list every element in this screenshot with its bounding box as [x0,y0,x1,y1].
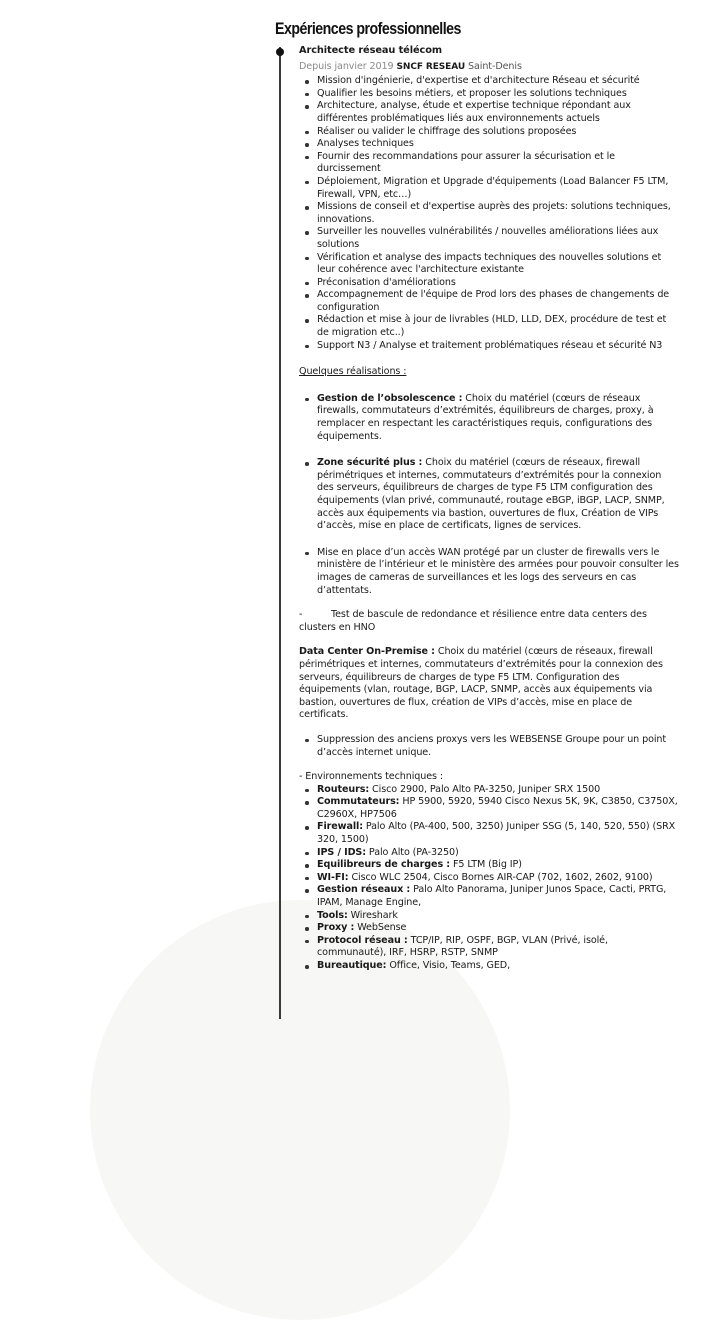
environment-text: HP 5900, 5920, 5940 Cisco Nexus 5K, 9K, C3850, C3750X, C2960X, HP7506 [317,796,678,820]
environment-text: TCP/IP, RIP, OSPF, BGP, VLAN (Privé, isolé, communauté), IRF, HSRP, RSTP, SNMP [317,934,608,959]
mission-item: Réaliser ou valider le chiffrage des solutions proposées [317,126,679,139]
environment-label: Equilibreurs de charges : [317,859,451,871]
mission-item: Accompagnement de l'équipe de Prod lors des phases de changements de configuration [317,289,679,314]
environment-text: Cisco WLC 2504, Cisco Bornes AIR-CAP (702, 1602, 2602, 9100) [348,871,653,883]
environment-item [317,910,679,923]
datacenter-text: Choix du matériel (cœurs de réseaux, firewall périmétriques et internes, commutateurs d’extrémités pour la connexion des serveurs, équilibreurs de charges de type F5 LTM. Configuration des équipements (vlan, routage, BGP, LACP, SNMP, accès aux équipements via bastion, ouvertures de flux, création de VIPs d’accès, mise en place de certificats. [299,646,663,721]
environment-label: Protocol réseau : [317,934,408,946]
achievement-text: Choix du matériel (cœurs de réseaux, firewall périmétriques et internes, commutateurs d’extrémités pour la connexion des serveurs, équilibreurs de charges de type F5 LTM configuration des équipements (vlan privé, communauté, routage eBGP, iBGP, LACP, SNMP, accès aux équipements via bastion, ouvertures de flux, Création de VIPs d’accès, mise en place de certificats, lignes de services. [317,457,665,532]
environment-label: Bureautique: [317,960,387,971]
achievement-text: Choix du matériel (cœurs de réseaux firewalls, commutateurs d’extrémités, équilibreurs de charges, proxy, à remplacer en respectant les caractéristiques requis, configurations des équipements. [317,392,654,442]
achievement-item [317,457,679,533]
environment-item [317,935,679,960]
dash-marker: - [299,609,303,621]
environment-text: F5 LTM (Big IP) [450,859,522,871]
environments-heading: - Environnements techniques : [299,771,444,783]
job-title: Architecte réseau télécom [299,45,442,56]
environment-item [317,922,679,935]
environment-item [317,859,679,872]
redundancy-test-text: Test de bascule de redondance et résilience entre data centers des clusters en HNO [299,609,647,633]
environment-item [317,784,679,797]
job-company: SNCF RESEAU [396,61,466,72]
achievement-label: Gestion de l’obsolescence : [317,392,463,404]
mission-item: Préconisation d'améliorations [317,277,679,290]
achievement-text: Mise en place d’un accès WAN protégé par un cluster de firewalls vers le ministère de l’intérieur et le ministère des armées pour pouvoir consulter les images de cameras de surveillances et les logs des serveurs en cas d’attentats. [317,546,679,596]
environment-label: IPS / IDS: [317,846,366,858]
datacenter-label: Data Center On-Premise : [299,646,435,658]
environment-label: Routeurs: [317,783,370,795]
environment-text: Office, Visio, Teams, GED, [386,960,511,971]
environment-text: WebSense [354,922,407,934]
achievement-item [317,547,679,597]
environment-text: Palo Alto Panorama, Juniper Junos Space, Cacti, PRTG, IPAM, Manage Engine, [317,884,667,909]
environment-label: Proxy : [317,922,355,934]
redundancy-test-item [299,609,679,634]
environment-label: WI-FI: [317,871,349,883]
environment-item [317,960,679,973]
timeline-line [279,47,281,1019]
job-meta [299,61,679,74]
timeline-dot-icon [276,48,284,56]
environment-text: Palo Alto (PA-3250) [365,846,459,858]
achievement-label: Zone sécurité plus : [317,457,423,469]
datacenter-paragraph [299,646,679,722]
environment-item [317,821,679,846]
environment-label: Commutateurs: [317,796,400,808]
achievements-heading: Quelques réalisations : [299,366,407,378]
achievement-item [317,393,679,443]
mission-item: Déploiement, Migration et Upgrade d'équipements (Load Balancer F5 LTM, Firewall, VPN, etc…) [317,176,679,201]
job-entry [299,45,679,973]
environment-label: Gestion réseaux : [317,884,411,896]
proxy-list [299,734,679,759]
environment-item [317,884,679,909]
mission-item: Analyses techniques [317,138,679,151]
section-title: Expériences professionnelles [275,20,461,38]
environment-item [317,796,679,821]
proxy-item: Suppression des anciens proxys vers les WEBSENSE Groupe pour un point d’accès internet unique. [317,734,679,759]
environment-text: Cisco 2900, Palo Alto PA-3250, Juniper SRX 1500 [369,783,601,795]
job-date: Depuis janvier 2019 [299,60,394,72]
missions-list [299,75,679,352]
mission-item: Qualifier les besoins métiers, et proposer les solutions techniques [317,88,679,101]
environment-label: Firewall: [317,821,363,833]
mission-item: Missions de conseil et d'expertise auprès des projets: solutions techniques, innovations. [317,201,679,226]
achievements-list [299,393,679,443]
mission-item: Support N3 / Analyse et traitement problématiques réseau et sécurité N3 [317,340,679,353]
mission-item: Surveiller les nouvelles vulnérabilités / nouvelles améliorations liées aux solutions [317,226,679,251]
environment-text: Wireshark [347,909,398,921]
achievements-list-3 [299,547,679,597]
environment-item [317,872,679,885]
mission-item: Architecture, analyse, étude et expertise technique répondant aux différentes problématiques liés aux environnements actuels [317,100,679,125]
mission-item: Mission d'ingénierie, d'expertise et d'architecture Réseau et sécurité [317,75,679,88]
environment-item [317,847,679,860]
achievements-list-2 [299,457,679,533]
job-city: Saint-Denis [467,60,522,72]
environment-text: Palo Alto (PA-400, 500, 3250) Juniper SSG (5, 140, 520, 550) (SRX 320, 1500) [317,821,676,846]
mission-item: Rédaction et mise à jour de livrables (HLD, LLD, DEX, procédure de test et de migration etc..) [317,314,679,339]
environments-list [299,784,679,973]
mission-item: Fournir des recommandations pour assurer la sécurisation et le durcissement [317,151,679,176]
mission-item: Vérification et analyse des impacts techniques des nouvelles solutions et leur cohérence avec l'architecture existante [317,252,679,277]
environment-label: Tools: [317,909,348,921]
